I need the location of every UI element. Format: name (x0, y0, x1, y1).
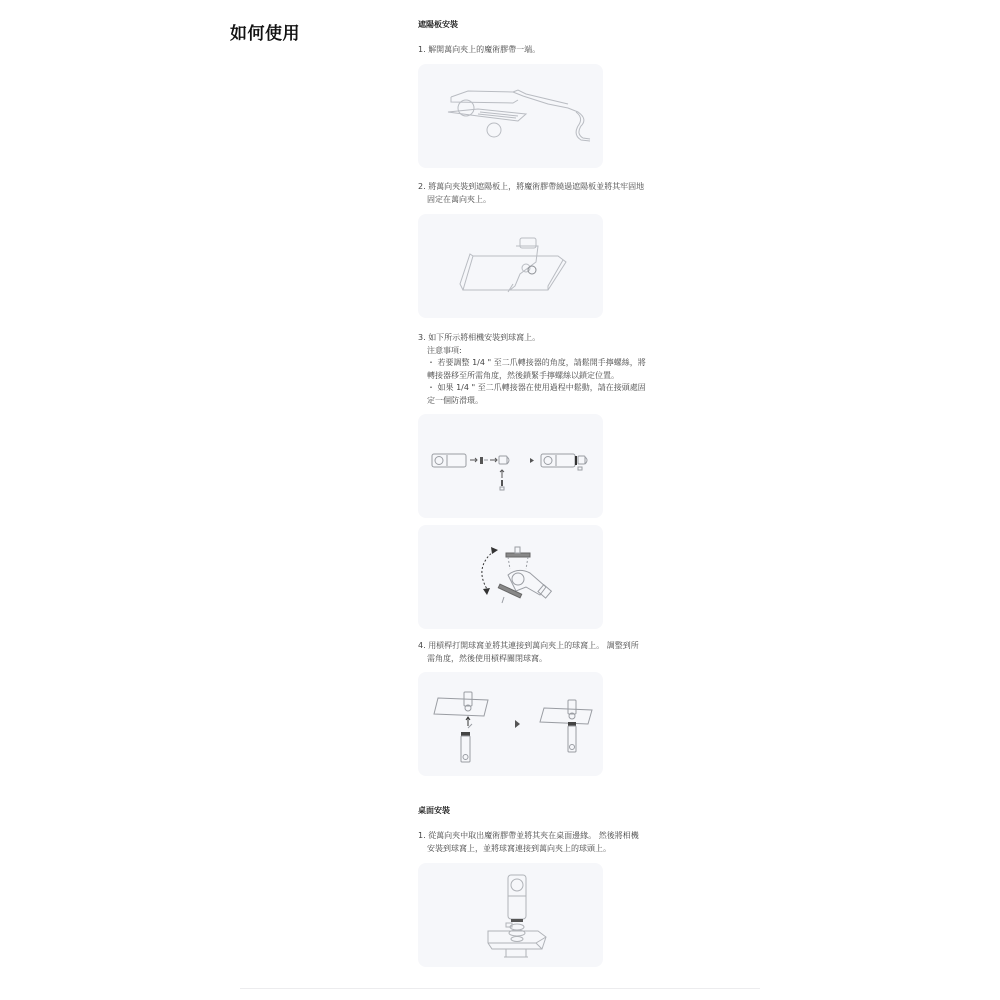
step-line: 用槓桿打開球窩並將其連接到萬向夾上的球窩上。 調整到所 (428, 641, 639, 650)
clamp-on-sunvisor-illustration (418, 214, 603, 318)
camera-adapter-assembly-illustration (418, 414, 603, 518)
adapter-angle-adjust-illustration (418, 525, 603, 629)
clamp-open-strap-illustration (418, 64, 603, 168)
section-divider (240, 988, 760, 989)
step-4-text (418, 640, 680, 665)
step-number: 1. (418, 45, 426, 54)
step-number: 2. (418, 182, 426, 191)
step-1-text (418, 44, 680, 57)
page-title: 如何使用 (230, 24, 300, 44)
step-number: 1. (418, 831, 426, 840)
note-line: 轉接器移至所需角度，然後鎖緊手擰螺絲以鎖定位置。 (427, 370, 619, 380)
desk-step-1-text (418, 830, 680, 855)
note-line: ・ 如果 1/4 " 至二爪轉接器在使用過程中鬆動，請在接頭處固 (427, 383, 646, 392)
step-line: 解開萬向夾上的魔術膠帶一端。 (428, 45, 541, 54)
step-2-text (418, 181, 680, 206)
note-line: ・ 若要調整 1/4 " 至二爪轉接器的角度，請鬆開手擰螺絲，將 (427, 358, 646, 367)
step-line: 如下所示將相機安裝到球窩上。 (428, 333, 541, 342)
step-number: 3. (418, 333, 426, 342)
camera-attach-to-clamp-illustration (418, 672, 603, 776)
notes-label: 注意事項: (427, 345, 462, 355)
step-line: 固定在萬向夾上。 (427, 194, 491, 204)
desk-mount-illustration (418, 863, 603, 967)
step-line: 將萬向夾裝到遮陽板上，將魔術膠帶繞過遮陽板並將其牢固地 (428, 182, 645, 191)
section-heading-sunvisor: 遮陽板安裝 (418, 20, 458, 29)
step-3-text (418, 332, 680, 407)
note-line: 定一個防滑環。 (427, 395, 483, 405)
step-line: 需角度，然後使用槓桿關閉球窩。 (427, 653, 547, 663)
section-heading-desk: 桌面安裝 (418, 806, 450, 815)
step-line: 從萬向夾中取出魔術膠帶並將其夾在桌面邊緣。 然後將相機 (428, 831, 639, 840)
step-number: 4. (418, 641, 426, 650)
step-line: 安裝到球窩上，並將球窩連接到萬向夾上的球頭上。 (427, 843, 611, 853)
